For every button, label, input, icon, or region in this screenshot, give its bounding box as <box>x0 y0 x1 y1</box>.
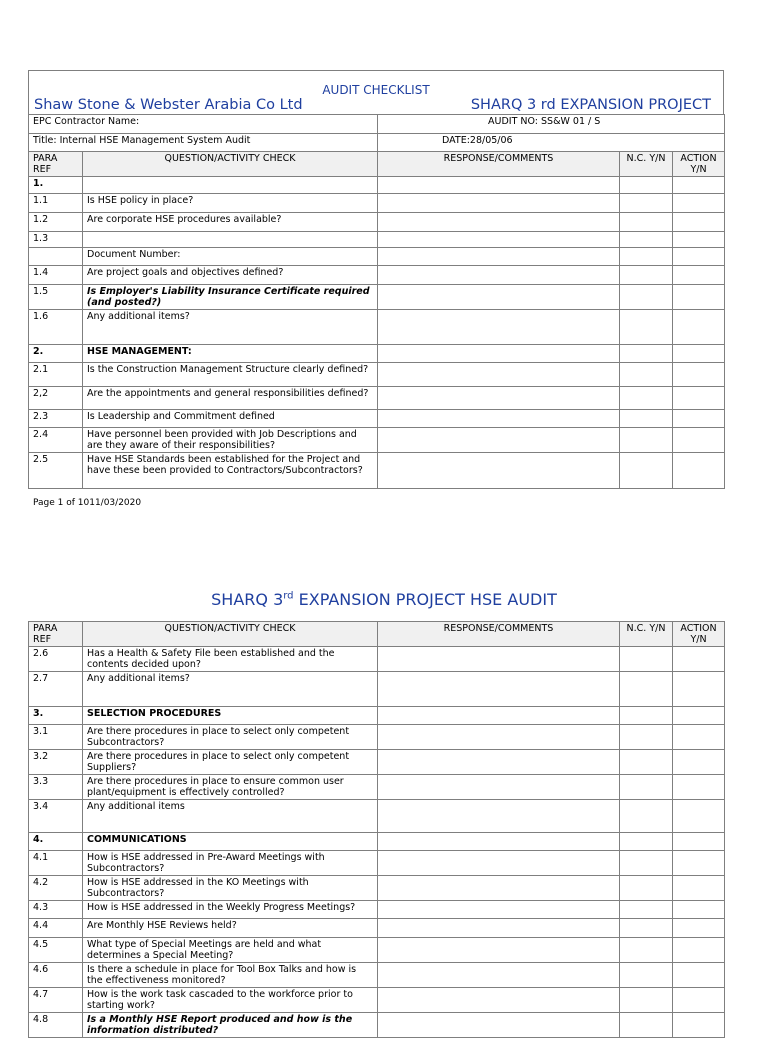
checklist-row <box>29 232 725 248</box>
question-cell: Is the Construction Management Structure clearly defined? <box>83 363 378 387</box>
col-response: RESPONSE/COMMENTS <box>378 622 620 647</box>
para-ref-cell: 4.2 <box>29 876 83 901</box>
checklist-row <box>29 248 725 266</box>
action-cell <box>673 363 725 387</box>
para-ref-cell: 2.3 <box>29 410 83 428</box>
action-cell <box>673 851 725 876</box>
para-ref-cell: 2,2 <box>29 387 83 410</box>
action-cell <box>673 285 725 310</box>
checklist-row <box>29 266 725 285</box>
action-cell <box>673 963 725 988</box>
nc-cell <box>620 428 673 453</box>
response-cell <box>378 800 620 833</box>
page2-title-rest: EXPANSION PROJECT HSE AUDIT <box>293 590 557 609</box>
checklist-row <box>29 1013 725 1038</box>
nc-cell <box>620 410 673 428</box>
action-cell <box>673 213 725 232</box>
nc-cell <box>620 345 673 363</box>
action-cell <box>673 345 725 363</box>
response-cell <box>378 428 620 453</box>
action-cell <box>673 901 725 919</box>
checklist-row <box>29 938 725 963</box>
response-cell <box>378 725 620 750</box>
checklist-row <box>29 453 725 489</box>
para-ref-cell: 3.1 <box>29 725 83 750</box>
project-name: SHARQ 3 rd EXPANSION PROJECT <box>470 97 711 113</box>
nc-cell <box>620 750 673 775</box>
nc-cell <box>620 725 673 750</box>
col-nc: N.C. Y/N <box>620 622 673 647</box>
page2-title <box>0 590 768 609</box>
response-cell <box>378 285 620 310</box>
audit-date: DATE:28/05/06 <box>378 134 725 153</box>
action-cell <box>673 800 725 833</box>
checklist-row <box>29 919 725 938</box>
question-cell: Is Employer's Liability Insurance Certificate required (and posted?) <box>83 285 378 310</box>
page-footer: Page 1 of 1011/03/2020 <box>33 498 142 508</box>
para-ref-cell: 2.5 <box>29 453 83 489</box>
action-cell <box>673 672 725 707</box>
nc-cell <box>620 387 673 410</box>
checklist-row <box>29 988 725 1013</box>
response-cell <box>378 876 620 901</box>
action-cell <box>673 248 725 266</box>
question-cell: Has a Health & Safety File been established and the contents decided upon? <box>83 647 378 672</box>
checklist-row <box>29 725 725 750</box>
checklist-row <box>29 672 725 707</box>
response-cell <box>378 647 620 672</box>
response-cell <box>378 232 620 248</box>
action-cell <box>673 775 725 800</box>
col-question: QUESTION/ACTIVITY CHECK <box>83 622 378 647</box>
nc-cell <box>620 800 673 833</box>
question-cell: Are corporate HSE procedures available? <box>83 213 378 232</box>
para-ref-cell <box>29 248 83 266</box>
action-cell <box>673 988 725 1013</box>
section-row <box>29 177 725 194</box>
question-cell: What type of Special Meetings are held and what determines a Special Meeting? <box>83 938 378 963</box>
section-row <box>29 345 725 363</box>
para-ref-cell: 1.2 <box>29 213 83 232</box>
question-cell: Are there procedures in place to ensure common user plant/equipment is effectively controlled? <box>83 775 378 800</box>
checklist-row <box>29 647 725 672</box>
action-cell <box>673 266 725 285</box>
nc-cell <box>620 901 673 919</box>
nc-cell <box>620 833 673 851</box>
checklist-row <box>29 428 725 453</box>
checklist-table-page1 <box>28 151 725 489</box>
nc-cell <box>620 988 673 1013</box>
nc-cell <box>620 248 673 266</box>
col-action: ACTION Y/N <box>673 622 725 647</box>
response-cell <box>378 672 620 707</box>
col-nc: N.C. Y/N <box>620 152 673 177</box>
response-cell <box>378 938 620 963</box>
response-cell <box>378 363 620 387</box>
question-cell: How is HSE addressed in Pre-Award Meetings with Subcontractors? <box>83 851 378 876</box>
column-header-row <box>29 152 725 177</box>
nc-cell <box>620 285 673 310</box>
para-ref-cell: 2.1 <box>29 363 83 387</box>
checklist-row <box>29 775 725 800</box>
col-question: QUESTION/ACTIVITY CHECK <box>83 152 378 177</box>
audit-title-label: Title: Internal HSE Management System Audit <box>29 134 378 153</box>
question-cell: Is Leadership and Commitment defined <box>83 410 378 428</box>
para-ref-cell: 1.1 <box>29 194 83 213</box>
checklist-row <box>29 387 725 410</box>
response-cell <box>378 919 620 938</box>
nc-cell <box>620 647 673 672</box>
question-cell: Any additional items <box>83 800 378 833</box>
question-cell: Are the appointments and general responsibilities defined? <box>83 387 378 410</box>
action-cell <box>673 750 725 775</box>
question-cell: Is a Monthly HSE Report produced and how is the information distributed? <box>83 1013 378 1038</box>
question-cell: Are Monthly HSE Reviews held? <box>83 919 378 938</box>
page2-title-sup: rd <box>283 590 294 602</box>
nc-cell <box>620 672 673 707</box>
response-cell <box>378 750 620 775</box>
para-ref-cell: 1.4 <box>29 266 83 285</box>
nc-cell <box>620 963 673 988</box>
response-cell <box>378 453 620 489</box>
action-cell <box>673 387 725 410</box>
question-cell: How is HSE addressed in the Weekly Progress Meetings? <box>83 901 378 919</box>
action-cell <box>673 232 725 248</box>
checklist-row <box>29 901 725 919</box>
nc-cell <box>620 775 673 800</box>
nc-cell <box>620 851 673 876</box>
info-row <box>29 134 725 153</box>
response-cell <box>378 901 620 919</box>
action-cell <box>673 919 725 938</box>
response-cell <box>378 775 620 800</box>
para-ref-cell: 2.4 <box>29 428 83 453</box>
checklist-row <box>29 213 725 232</box>
audit-number: AUDIT NO: SS&W 01 / S <box>378 115 725 134</box>
action-cell <box>673 876 725 901</box>
action-cell <box>673 177 725 194</box>
nc-cell <box>620 938 673 963</box>
checklist-row <box>29 800 725 833</box>
question-cell: How is HSE addressed in the KO Meetings with Subcontractors? <box>83 876 378 901</box>
action-cell <box>673 707 725 725</box>
checklist-row <box>29 410 725 428</box>
nc-cell <box>620 266 673 285</box>
question-cell <box>83 177 378 194</box>
epc-contractor-label: EPC Contractor Name: <box>29 115 378 134</box>
action-cell <box>673 410 725 428</box>
nc-cell <box>620 363 673 387</box>
para-ref-cell: 2.6 <box>29 647 83 672</box>
action-cell <box>673 938 725 963</box>
response-cell <box>378 213 620 232</box>
nc-cell <box>620 707 673 725</box>
para-ref-cell: 3.3 <box>29 775 83 800</box>
response-cell <box>378 387 620 410</box>
response-cell <box>378 410 620 428</box>
question-cell: Is there a schedule in place for Tool Box Talks and how is the effectiveness monitored? <box>83 963 378 988</box>
nc-cell <box>620 232 673 248</box>
nc-cell <box>620 453 673 489</box>
response-cell <box>378 1013 620 1038</box>
column-header-row <box>29 622 725 647</box>
response-cell <box>378 963 620 988</box>
para-ref-cell: 2.7 <box>29 672 83 707</box>
para-ref-cell: 3. <box>29 707 83 725</box>
para-ref-cell: 4.1 <box>29 851 83 876</box>
response-cell <box>378 194 620 213</box>
checklist-row <box>29 963 725 988</box>
para-ref-cell: 4.6 <box>29 963 83 988</box>
question-cell: HSE MANAGEMENT: <box>83 345 378 363</box>
response-cell <box>378 707 620 725</box>
para-ref-cell: 4.4 <box>29 919 83 938</box>
para-ref-cell: 4.8 <box>29 1013 83 1038</box>
nc-cell <box>620 213 673 232</box>
checklist-row <box>29 851 725 876</box>
para-ref-cell: 1.6 <box>29 310 83 345</box>
response-cell <box>378 988 620 1013</box>
checklist-row <box>29 310 725 345</box>
question-cell: Are there procedures in place to select only competent Subcontractors? <box>83 725 378 750</box>
question-cell <box>83 232 378 248</box>
nc-cell <box>620 194 673 213</box>
response-cell <box>378 345 620 363</box>
company-name: Shaw Stone & Webster Arabia Co Ltd <box>34 97 303 113</box>
question-cell: Document Number: <box>83 248 378 266</box>
response-cell <box>378 177 620 194</box>
checklist-row <box>29 363 725 387</box>
response-cell <box>378 266 620 285</box>
col-para-ref: PARA REF <box>29 622 83 647</box>
audit-info-table <box>28 114 725 153</box>
question-cell: SELECTION PROCEDURES <box>83 707 378 725</box>
action-cell <box>673 1013 725 1038</box>
question-cell: Any additional items? <box>83 672 378 707</box>
checklist-row <box>29 750 725 775</box>
col-para-ref: PARA REF <box>29 152 83 177</box>
response-cell <box>378 248 620 266</box>
col-response: RESPONSE/COMMENTS <box>378 152 620 177</box>
response-cell <box>378 310 620 345</box>
para-ref-cell: 1.5 <box>29 285 83 310</box>
question-cell: Are there procedures in place to select only competent Suppliers? <box>83 750 378 775</box>
checklist-title: AUDIT CHECKLIST <box>322 83 430 97</box>
para-ref-cell: 2. <box>29 345 83 363</box>
info-row <box>29 115 725 134</box>
para-ref-cell: 4.5 <box>29 938 83 963</box>
col-action: ACTION Y/N <box>673 152 725 177</box>
checklist-row <box>29 285 725 310</box>
action-cell <box>673 194 725 213</box>
para-ref-cell: 1.3 <box>29 232 83 248</box>
nc-cell <box>620 310 673 345</box>
action-cell <box>673 647 725 672</box>
audit-header <box>28 70 724 115</box>
para-ref-cell: 4.3 <box>29 901 83 919</box>
action-cell <box>673 453 725 489</box>
checklist-row <box>29 876 725 901</box>
question-cell: Is HSE policy in place? <box>83 194 378 213</box>
para-ref-cell: 3.4 <box>29 800 83 833</box>
para-ref-cell: 3.2 <box>29 750 83 775</box>
nc-cell <box>620 876 673 901</box>
question-cell: Have personnel been provided with Job Descriptions and are they aware of their responsibilities? <box>83 428 378 453</box>
action-cell <box>673 428 725 453</box>
para-ref-cell: 4.7 <box>29 988 83 1013</box>
response-cell <box>378 851 620 876</box>
nc-cell <box>620 177 673 194</box>
action-cell <box>673 833 725 851</box>
para-ref-cell: 4. <box>29 833 83 851</box>
question-cell: Have HSE Standards been established for the Project and have these been provided to Contractors/Subcontractors? <box>83 453 378 489</box>
response-cell <box>378 833 620 851</box>
page2-title-text: SHARQ 3 <box>211 590 284 609</box>
question-cell: Any additional items? <box>83 310 378 345</box>
section-row <box>29 707 725 725</box>
question-cell: Are project goals and objectives defined? <box>83 266 378 285</box>
checklist-table-page2 <box>28 621 725 1038</box>
question-cell: How is the work task cascaded to the workforce prior to starting work? <box>83 988 378 1013</box>
nc-cell <box>620 919 673 938</box>
checklist-row <box>29 194 725 213</box>
nc-cell <box>620 1013 673 1038</box>
para-ref-cell: 1. <box>29 177 83 194</box>
action-cell <box>673 725 725 750</box>
question-cell: COMMUNICATIONS <box>83 833 378 851</box>
action-cell <box>673 310 725 345</box>
section-row <box>29 833 725 851</box>
